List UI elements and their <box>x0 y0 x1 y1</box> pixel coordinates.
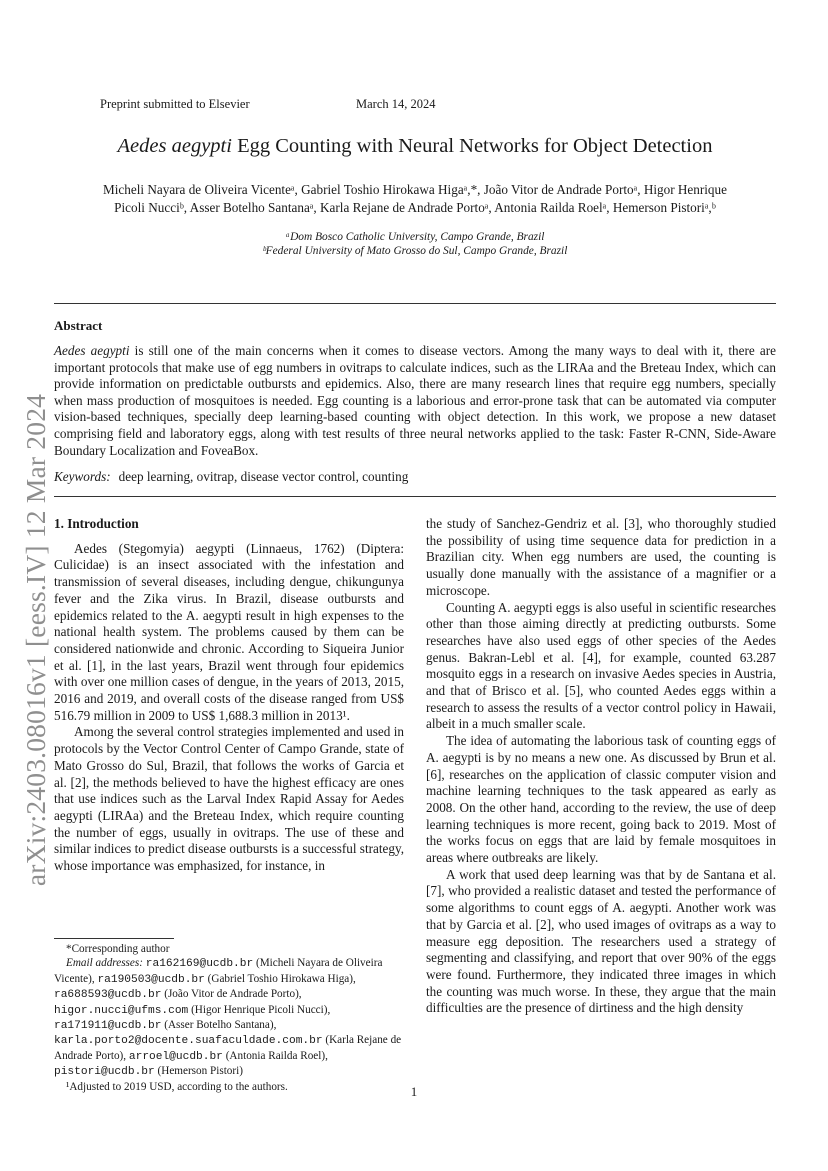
title-species: Aedes aegypti <box>117 135 232 157</box>
intro-paragraph-3: the study of Sanchez-Gendriz et al. [3], who thoroughly studied the possibility of using time sequence data for prediction in a Brazilian city. When egg numbers are used, the counting is usually done manually with the assistance of a magnifier or a microscope. <box>426 516 776 598</box>
top-rule <box>54 303 776 304</box>
abstract-text <box>54 343 776 459</box>
keywords-label: Keywords: <box>54 469 111 484</box>
keywords-text: deep learning, ovitrap, disease vector control, counting <box>118 469 409 484</box>
abstract-lead: Aedes aegypti <box>54 343 130 358</box>
right-column <box>426 516 776 1017</box>
preprint-note: Preprint submitted to Elsevier <box>100 97 250 111</box>
email-label: Email addresses: <box>66 957 143 970</box>
email-owner: (Karla Rejane de Andrade Porto), <box>54 1034 402 1062</box>
email-owner: (Asser Botelho Santana), <box>161 1019 277 1032</box>
footnote-1: ¹Adjusted to 2019 USD, according to the authors. <box>66 1080 288 1093</box>
affiliations <box>54 230 776 258</box>
email-address[interactable]: ra171911@ucdb.br <box>54 1020 162 1033</box>
email-address[interactable]: arroel@ucdb.br <box>128 1050 223 1063</box>
footnote-rule <box>54 938 174 939</box>
author-list <box>54 181 776 217</box>
email-address[interactable]: ra688593@ucdb.br <box>54 989 162 1002</box>
email-owner: (Hemerson Pistori) <box>154 1065 243 1078</box>
footnotes <box>54 942 404 1094</box>
corresponding-author-note: *Corresponding author <box>66 943 170 955</box>
abstract-body: is still one of the main concerns when it comes to disease vectors. Among the many ways to deal with it, there are important protocols that make use of egg numbers in ovitraps to calculate indices, such as the LIRAa and the Breteau Index, which can provide information on predictable outbursts and epidemics. Also, there are many research lines that require egg numbers, specially when mass production of mosquitoes is needed. Egg counting is a laborious and error-prone task that can be automated via computer vision-based techniques, specially deep learning-based counting with object detection. In this work, we propose a new dataset comprising field and laboratory eggs, along with test results of three neural networks applied to the task: Faster R-CNN, Side-Aware Boundary Localization and FoveaBox. <box>54 343 776 458</box>
running-header <box>100 97 436 112</box>
email-address[interactable]: pistori@ucdb.br <box>54 1066 155 1079</box>
email-owner: (Micheli Nayara de Oliveira Vicente), <box>54 957 383 985</box>
arxiv-id: arXiv:2403.08016v1 [eess.IV] 12 Mar 2024 <box>20 393 51 887</box>
title-rest: Egg Counting with Neural Networks for Object Detection <box>231 135 713 157</box>
email-addresses <box>54 956 404 1079</box>
paper-title <box>54 135 776 158</box>
affiliation-a: ᵃDom Bosco Catholic University, Campo Grande, Brazil <box>285 231 545 243</box>
bottom-rule <box>54 496 776 497</box>
intro-paragraph-2: Among the several control strategies implemented and used in protocols by the Vector Control Center of Campo Grande, state of Mato Grosso do Sul, Brazil, that follows the works of Garcia et al. [2], the methods believed to have the highest efficacy are ones that use indices such as the Larval Index Rapid Assay for Aedes aegypti (LIRAa) and the Breteau Index, which require counting the number of eggs, usually in ovitraps. The use of these and similar indices to predict disease outbursts is a successful strategy, whose importance was emphasized, for instance, in <box>54 724 404 874</box>
abstract-heading: Abstract <box>54 318 103 333</box>
intro-paragraph-4: Counting A. aegypti eggs is also useful in scientific researches other than those aiming directly at predicting outbursts. Some researches have also used eggs of other species of the Aedes genus. Bakran-Lebl et al. [4], for example, counted 63.287 mosquito eggs in a research on invasive Aedes species in Austria, and that of Brisco et al. [5], who counted Aedes eggs within a research to assess the results of a vector control policy in Hawaii, albeit in a much smaller scale. <box>426 599 776 732</box>
email-address[interactable]: ra162169@ucdb.br <box>145 958 254 971</box>
email-owner: (Antonia Railda Roel), <box>222 1049 328 1062</box>
intro-paragraph-6: A work that used deep learning was that by de Santana et al. [7], who provided a realistic dataset and tested the performance of some algorithms to count eggs of A. aegypti. Another work was that by Garcia et al. [2], who used images of ovitraps as a way to measure egg deposition. The researchers used a strategy of segmenting and classifying, and report that over 90% of the eggs were found. Furthermore, they indicated three images in which the counting was much worse. In these, they argue that the main difficulties are the presence of dirtiness and the high density <box>426 866 776 1016</box>
intro-paragraph-5: The idea of automating the laborious task of counting eggs of A. aegypti is by no means a new one. As discussed by Brun et al. [6], researches on the application of classic computer vision and machine learning techniques to the task appeared as early as 2008. On the other hand, according to the review, the use of deep learning techniques is more recent, going back to 2019. Most of the works focus on eggs that are laid by female mosquitoes in areas where outbreaks are likely. <box>426 733 776 866</box>
intro-paragraph-1: Aedes (Stegomyia) aegypti (Linnaeus, 1762) (Diptera: Culicidae) is an insect associated with the infestation and transmission of several diseases, including dengue, chikungunya fever and the Zika virus. In Brazil, disease outbursts and epidemics related to the A. aegypti result in high expenses to the national health system. The problems caused by them can be considered nationwide and chronic. According to Siqueira Junior et al. [1], in the last years, Brazil went through four epidemics with over one million cases of dengue, in the years of 2013, 2015, 2016 and 2019, and overall costs of the disease ranged from US$ 516.79 million in 2009 to US$ 1,688.3 million in 2013¹. <box>54 540 404 723</box>
email-address[interactable]: higor.nucci@ufms.com <box>54 1004 189 1017</box>
left-column <box>54 516 404 875</box>
affiliation-b: ᵇFederal University of Mato Grosso do Sul, Campo Grande, Brazil <box>262 245 568 257</box>
keywords <box>54 469 776 485</box>
section-heading: 1. Introduction <box>54 516 139 531</box>
email-address[interactable]: ra190503@ucdb.br <box>97 973 205 986</box>
page-number: 1 <box>410 1084 418 1099</box>
email-owner: (João Vitor de Andrade Porto), <box>161 988 302 1001</box>
email-owner: (Higor Henrique Picoli Nucci), <box>188 1003 331 1016</box>
email-address[interactable]: karla.porto2@docente.suafaculdade.com.br <box>54 1035 323 1048</box>
email-owner: (Gabriel Toshio Hirokawa Higa), <box>204 972 356 985</box>
header-date: March 14, 2024 <box>356 97 436 111</box>
author-line-1: Micheli Nayara de Oliveira Vicenteᵃ, Gabriel Toshio Hirokawa Higaᵃ,*, João Vitor de Andrade Portoᵃ, Higor Henrique <box>103 182 727 197</box>
author-line-2: Picoli Nucciᵇ, Asser Botelho Santanaᵃ, Karla Rejane de Andrade Portoᵃ, Antonia Railda Roelᵃ, Hemerson Pistoriᵃ,ᵇ <box>114 200 716 215</box>
